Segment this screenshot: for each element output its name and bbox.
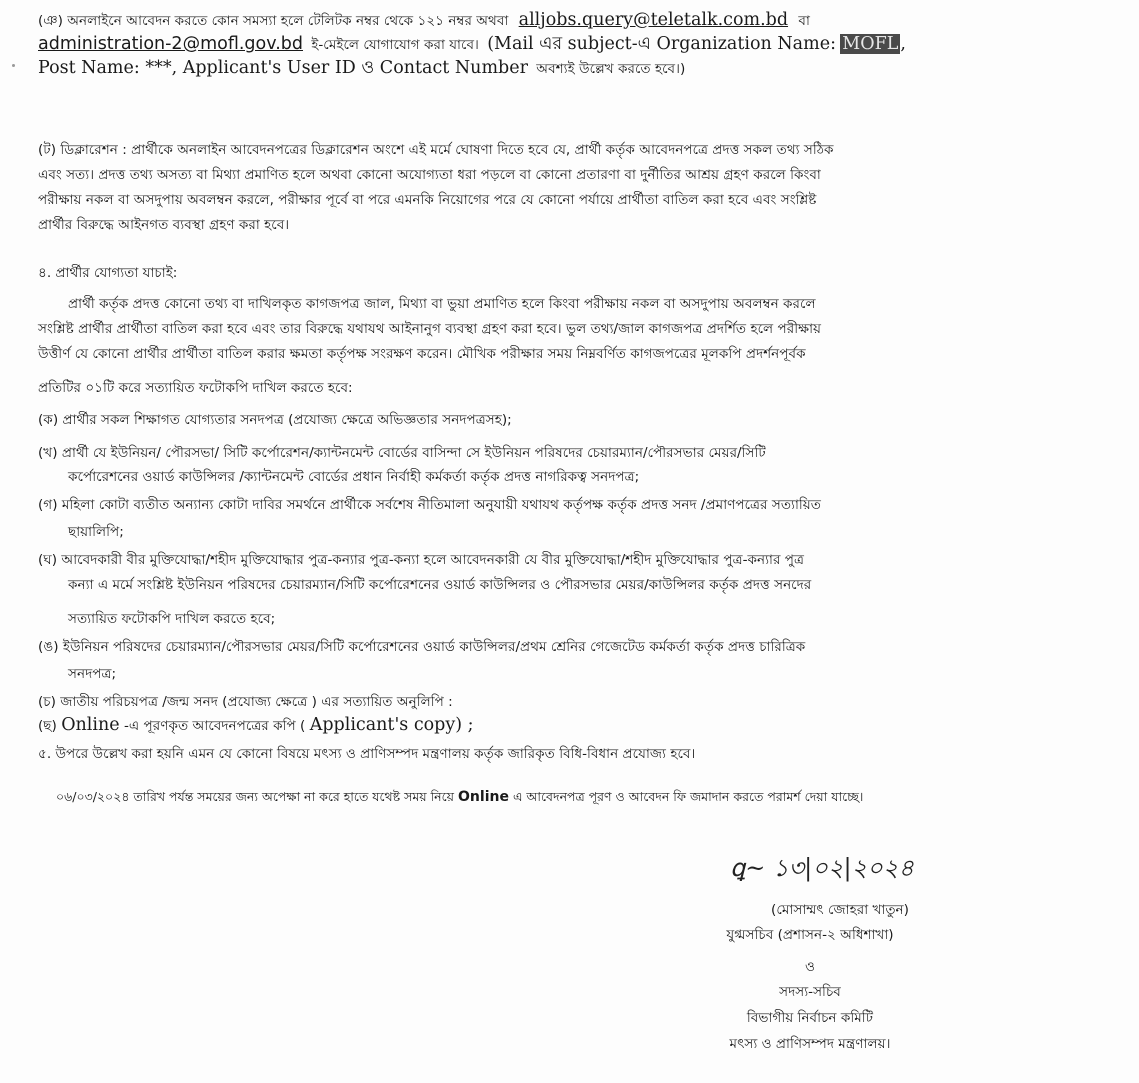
committee-name: বিভাগীয় নির্বাচন কমিটি [746, 1010, 874, 1026]
section-4-para-4: প্রতিটির ০১টি করে সত্যায়িত ফটোকপি দাখিল করতে হবে: [38, 380, 353, 396]
item-chha-prefix: (ছ) [38, 718, 57, 734]
advice-online: Online [458, 789, 509, 805]
item-cha: (চ) জাতীয় পরিচয়পত্র /জন্ম সনদ (প্রযোজ্য ক্ষেত্রে ) এর সত্যায়িত অনুলিপি : [38, 694, 453, 710]
declaration-line-1: (ট) ডিক্লারেশন : প্রার্থীকে অনলাইন আবেদনপত্রের ডিক্লারেশন অংশে এই মর্মে ঘোষণা দিতে হবে যে, প্রার্থী কর্তৃক আবেদনপত্রে প্রদত্ত সকল তথ্য সঠিক [38, 142, 834, 158]
mandatory-text: অবশ্যই উল্লেখ করতে হবে।) [536, 61, 686, 77]
applicants-copy-text: Applicant's copy) ; [309, 715, 474, 735]
declaration-line-2: এবং সত্য। প্রদত্ত তথ্য অসত্য বা মিথ্যা প্রমাণিত হলে অথবা কোনো অযোগ্যতা ধরা পড়লে বা কোনো প্রতারণা বা দুর্নীতির আশ্রয় গ্রহণ করলে কিংবা [38, 167, 821, 183]
teletalk-email-link[interactable]: alljobs.query@teletalk.com.bd [518, 10, 789, 30]
item-ga-line-2: ছায়ালিপি; [68, 524, 124, 540]
item-kha-line-1: (খ) প্রার্থী যে ইউনিয়ন/ পৌরসভা/ সিটি কর্পোরেশন/ক্যান্টনমেন্ট বোর্ডের বাসিন্দা সে ইউনিয়ন পরিষদের চেয়ারম্যান/পৌরসভার মেয়র/সিটি [38, 445, 766, 461]
comma: , [900, 34, 906, 54]
section-jha-line-3 [38, 58, 685, 79]
section-jha-line-1 [38, 10, 1130, 31]
section-jha-line-2 [38, 34, 906, 55]
item-gha-line-1: (ঘ) আবেদকারী বীর মুক্তিযোদ্ধা/শহীদ মুক্তিযোদ্ধার পুত্র-কন্যার পুত্র-কন্যা হলে আবেদনকারী যে বীর মুক্তিযোদ্ধা/শহীদ মুক্তিযোদ্ধার পুত্র-কন্যার পুত্র [38, 552, 804, 568]
signatory-name: (মোসাম্মৎ জোহরা খাতুন) [771, 902, 909, 918]
section-4-para-1: প্রার্থী কর্তৃক প্রদত্ত কোনো তথ্য বা দাখিলকৃত কাগজপত্র জাল, মিথ্যা বা ভুয়া প্রমাণিত হলে কিংবা পরীক্ষায় নকল বা অসদুপায় অবলম্বন করলে [68, 296, 816, 312]
item-uma-line-1: (ঙ) ইউনিয়ন পরিষদের চেয়ারম্যান/পৌরসভার মেয়র/সিটি কর্পোরেশনের ওয়ার্ড কাউন্সিলর/প্রথম শ্রেনির গেজেটেড কর্মকর্তা কর্তৃক প্রদত্ত চারিত্রিক [38, 639, 806, 655]
declaration-line-3: পরীক্ষায় নকল বা অসদুপায় অবলম্বন করলে, পরীক্ষার পূর্বে বা পরে এমনকি নিয়োগের পরে যে কোনো পর্যায়ে প্রার্থীতা বাতিল করা হবে এবং সংশ্লিষ্ট [38, 192, 817, 208]
section-5: ৫. উপরে উল্লেখ করা হয়নি এমন যে কোনো বিষয়ে মৎস্য ও প্রাণিসম্পদ মন্ত্রণালয় কর্তৃক জারিকৃত বিধি-বিধান প্রযোজ্য হবে। [38, 746, 696, 762]
scan-speck [12, 64, 15, 67]
item-ka: (ক) প্রার্থীর সকল শিক্ষাগত যোগ্যতার সনদপত্র (প্রযোজ্য ক্ষেত্রে অভিজ্ঞতার সনদপত্রসহ); [38, 412, 512, 428]
declaration-line-4: প্রার্থীর বিরুদ্ধে আইনগত ব্যবস্থা গ্রহণ করা হবে। [38, 217, 290, 233]
section-4-heading: ৪. প্রার্থীর যোগ্যতা যাচাই: [38, 265, 178, 281]
and-text: ও [804, 959, 815, 975]
item-gha-line-2: কন্যা এ মর্মে সংশ্লিষ্ট ইউনিয়ন পরিষদের চেয়ারম্যান/সিটি কর্পোরেশনের ওয়ার্ড কাউন্সিলর ও পৌরসভার মেয়র/কাউন্সিলর কর্তৃক প্রদত্ত সনদের [68, 577, 812, 593]
ministry-name: মৎস্য ও প্রাণিসম্পদ মন্ত্রণালয়। [729, 1036, 891, 1052]
or-text: বা [798, 13, 810, 29]
advice-suffix: এ আবেদনপত্র পূরণ ও আবেদন ফি জমাদান করতে পরামর্শ দেয়া যাচ্ছে। [512, 789, 864, 804]
item-chha-text: -এ পূরণকৃত আবেদনপত্রের কপি ( [123, 718, 306, 734]
item-chha [38, 715, 474, 736]
section-4-para-3: উত্তীর্ণ যে কোনো প্রার্থীর প্রার্থীতা বাতিল করার ক্ষমতা কর্তৃপক্ষ সংরক্ষণ করেন। মৌখিক পরীক্ষার সময় নিম্নবর্ণিত কাগজপত্রের মূলকপি প্রদর্শনপূর্বক [38, 346, 806, 362]
signatory-role: সদস্য-সচিব [779, 984, 841, 1000]
item-gha-line-3: সত্যায়িত ফটোকপি দাখিল করতে হবে; [68, 611, 276, 627]
section-4-para-2: সংশ্লিষ্ট প্রার্থীর প্রার্থীতা বাতিল করা হবে এবং তার বিরুদ্ধে যথাযথ আইনানুগ ব্যবস্থা গ্রহণ করা হবে। ভুল তথ্য/জাল কাগজপত্র প্রদর্শিত হলে পরীক্ষায় [38, 321, 822, 337]
handwritten-signature-date: ꝗ~ ১৩|০২|২০২৪ [730, 854, 914, 882]
advice-line [56, 787, 863, 807]
mail-subject-text: (Mail এর subject-এ Organization Name: [487, 34, 836, 54]
signatory-designation: যুগ্মসচিব (প্রশাসন-২ অধিশাখা) [726, 927, 894, 943]
item-ga-line-1: (গ) মহিলা কোটা ব্যতীত অন্যান্য কোটা দাবির সমর্থনে প্রার্থীকে সর্বশেষ নীতিমালা অনুযায়ী যথাযথ কর্তৃপক্ষ কর্তৃক প্রদত্ত সনদ /প্রমাণপত্রের সত্যায়িত [38, 497, 822, 513]
advice-prefix: ০৬/০৩/২০২৪ তারিখ পর্যন্ত সময়ের জন্য অপেক্ষা না করে হাতে যথেষ্ট সময় নিয়ে [56, 789, 455, 804]
post-name-text: Post Name: ***, Applicant's User ID ও Contact Number [38, 58, 528, 78]
mofl-email-link[interactable]: administration-2@mofl.gov.bd [38, 34, 303, 54]
section-jha-text: (ঞ) অনলাইনে আবেদন করতে কোন সমস্যা হলে টেলিটক নম্বর থেকে ১২১ নম্বর অথবা [38, 13, 509, 29]
online-text: Online [61, 715, 120, 735]
item-kha-line-2: কর্পোরেশনের ওয়ার্ড কাউন্সিলর /ক্যান্টনমেন্ট বোর্ডের প্রধান নির্বাহী কর্মকর্তা কর্তৃক প্রদত্ত নাগরিকত্ব সনদপত্র; [68, 469, 640, 485]
org-name-highlight: MOFL [842, 34, 899, 54]
contact-text: ই-মেইলে যোগাযোগ করা যাবে। [311, 37, 479, 53]
item-uma-line-2: সনদপত্র; [68, 666, 117, 682]
